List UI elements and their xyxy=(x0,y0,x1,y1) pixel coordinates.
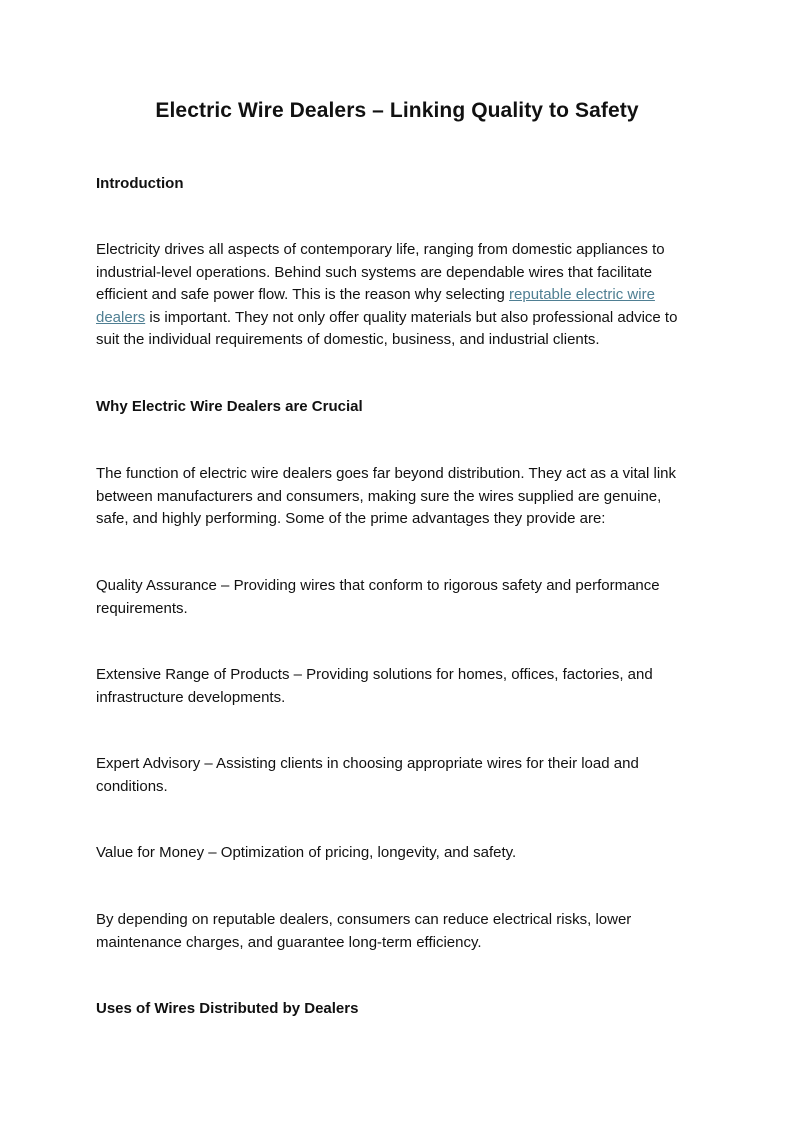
advantage-item-quality: Quality Assurance – Providing wires that conform to rigorous safety and performance requirements. xyxy=(96,577,660,617)
advantage-item-advisory: Expert Advisory – Assisting clients in choosing appropriate wires for their load and conditions. xyxy=(96,755,639,795)
intro-text-after-link: is important. They not only offer quality materials but also professional advice to suit the individual requirements of domestic, business, and industrial clients. xyxy=(96,308,678,348)
reputable-dealers-link[interactable]: reputable electric wire dealers xyxy=(96,286,655,326)
advantage-item-range: Extensive Range of Products – Providing solutions for homes, offices, factories, and infrastructure developments. xyxy=(96,666,653,706)
advantage-item-value: Value for Money – Optimization of pricing, longevity, and safety. xyxy=(96,844,517,861)
section-heading-introduction: Introduction xyxy=(96,175,184,192)
intro-paragraph xyxy=(96,239,696,352)
page-title: Electric Wire Dealers – Linking Quality to Safety xyxy=(155,99,639,122)
why-paragraph: The function of electric wire dealers goes far beyond distribution. They act as a vital link between manufacturers and consumers, making sure the wires supplied are genuine, safe, and highly performing. Some of the prime advantages they provide are: xyxy=(96,465,677,527)
section-heading-why-dealers: Why Electric Wire Dealers are Crucial xyxy=(96,398,363,415)
intro-text-before-link: Electricity drives all aspects of contemporary life, ranging from domestic appliances to industrial-level operations. Behind such systems are dependable wires that facilitate efficient and safe power flow. This is the reason why selecting xyxy=(96,241,665,303)
section-heading-uses: Uses of Wires Distributed by Dealers xyxy=(96,1000,359,1017)
closing-paragraph: By depending on reputable dealers, consumers can reduce electrical risks, lower maintenance charges, and guarantee long-term efficiency. xyxy=(96,911,632,951)
